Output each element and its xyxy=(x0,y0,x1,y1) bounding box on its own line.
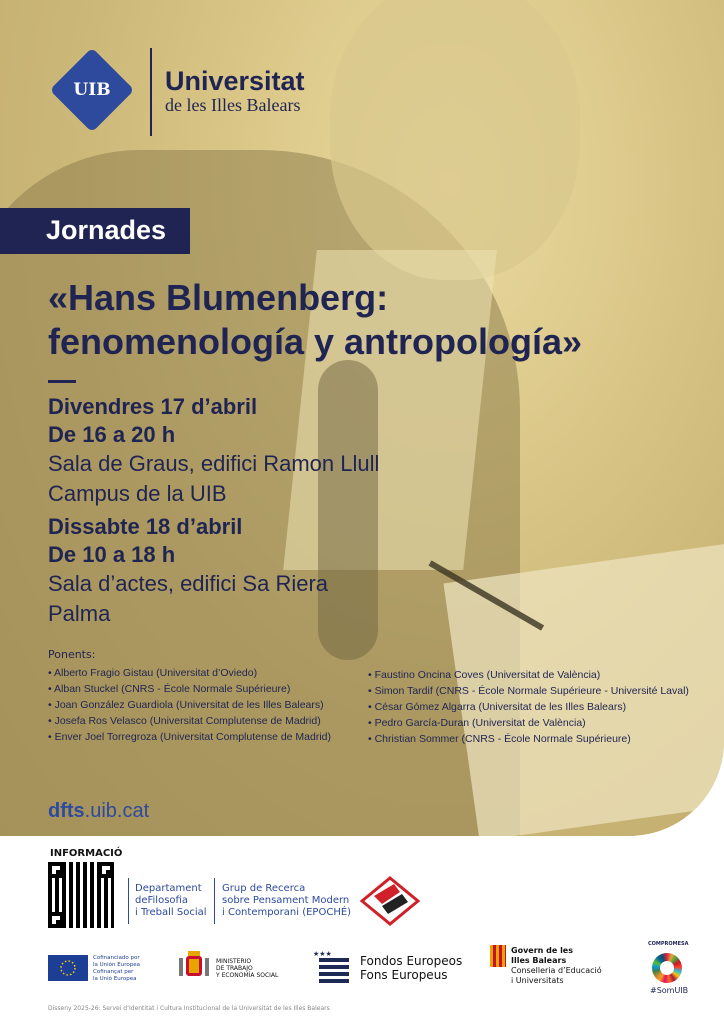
speaker-item: • Enver Joel Torregroza (Universitat Complutense de Madrid) xyxy=(48,731,332,743)
sdg-commitment-label: COMPROMESA xyxy=(648,941,689,947)
university-subtitle: de les Illes Balears xyxy=(165,95,301,115)
website-domain-bold: dfts xyxy=(48,800,85,822)
govern-shield-icon xyxy=(490,945,506,967)
speaker-item: • Faustino Oncina Coves (Universitat de València) xyxy=(368,669,601,681)
speakers-label: Ponents: xyxy=(48,648,96,661)
event-title xyxy=(48,276,582,364)
event-type-label: Jornades xyxy=(46,215,167,245)
speaker-item: • Alban Stuckel (CNRS - École Normale Supérieure) xyxy=(48,683,291,695)
session-time: De 16 a 20 h xyxy=(48,422,176,447)
event-title-line: fenomenología y antropología» xyxy=(48,321,583,362)
speaker-item: • Pedro García-Duran (Universitat de València) xyxy=(368,717,586,729)
logo-divider xyxy=(150,48,152,136)
govern-line-bold: Govern de les xyxy=(511,946,573,955)
session-location: Campus de la UIB xyxy=(48,481,227,506)
session-date: Dissabte 18 d’abril xyxy=(48,514,243,539)
ministry-line: MINISTERIO xyxy=(216,958,252,965)
speaker-item: • Alberto Fragio Gistau (Universitat d’Oviedo) xyxy=(48,667,258,679)
research-group-line: sobre Pensament Modern xyxy=(222,895,350,906)
ministry-line: Y ECONOMÍA SOCIAL xyxy=(216,972,279,979)
department-line: i Treball Social xyxy=(135,907,207,918)
university-name: Universitat xyxy=(165,66,305,96)
ministry-line: DE TRABAJO xyxy=(216,965,253,972)
department-name xyxy=(135,883,207,919)
epoche-logo-icon xyxy=(360,876,420,926)
govern-name xyxy=(511,946,602,986)
speakers-list-right xyxy=(368,667,689,747)
research-group-line: i Contemporani (EPOCHÉ) xyxy=(222,907,352,918)
website-domain-rest: .uib.cat xyxy=(84,800,150,822)
session-place: Sala de Graus, edifici Ramon Llull xyxy=(48,451,380,476)
research-group-line: Grup de Recerca xyxy=(222,883,306,894)
info-label: INFORMACIÓ xyxy=(50,848,123,859)
divider xyxy=(48,380,76,383)
website-link[interactable] xyxy=(48,800,149,823)
sdg-wheel-icon xyxy=(652,953,682,983)
fondos-line: Fons Europeus xyxy=(360,968,448,982)
eu-line: Cofinanciado por xyxy=(93,955,140,961)
eu-line: la Unión Europea xyxy=(93,962,140,968)
fondos-line: Fondos Europeos xyxy=(360,954,463,968)
ministry-name xyxy=(216,958,278,979)
footer-divider xyxy=(214,878,215,924)
department-line: deFilosofia xyxy=(135,895,188,906)
speaker-item: • César Gómez Algarra (Universitat de les Illes Balears) xyxy=(368,701,627,713)
footer-divider xyxy=(128,878,129,924)
event-type-tag xyxy=(0,208,190,254)
eu-line: la Unió Europea xyxy=(93,976,137,982)
session-place: Sala d’actes, edifici Sa Riera xyxy=(48,571,329,596)
research-group-name xyxy=(222,883,351,919)
spanish-coat-of-arms-icon xyxy=(176,948,212,982)
govern-line: Conselleria d’Educació xyxy=(511,966,602,975)
session-1 xyxy=(48,393,379,509)
fondos-europeos-icon xyxy=(313,950,353,984)
speaker-item: • Christian Sommer (CNRS - École Normale Supérieure) xyxy=(368,733,631,745)
qr-code-icon[interactable] xyxy=(48,862,114,928)
session-location: Palma xyxy=(48,601,111,626)
speaker-item: • Joan González Guardiola (Universitat de les Illes Balears) xyxy=(48,699,324,711)
session-2 xyxy=(48,513,328,629)
department-line: Departament xyxy=(135,883,202,894)
govern-line: i Universitats xyxy=(511,976,564,985)
uib-logo-mark: UIB xyxy=(73,80,111,100)
event-title-line: «Hans Blumenberg: xyxy=(48,277,389,318)
session-time: De 10 a 18 h xyxy=(48,542,176,567)
speakers-list-left xyxy=(48,665,331,745)
speaker-item: • Simon Tardif (CNRS - École Normale Supérieure - Université Laval) xyxy=(368,685,689,697)
hashtag: #SomUIB xyxy=(650,986,689,995)
fondos-europeos-text xyxy=(360,954,462,982)
svg-text:★★★: ★★★ xyxy=(313,950,332,958)
speaker-item: • Josefa Ros Velasco (Universitat Complutense de Madrid) xyxy=(48,715,321,727)
eu-line: Cofinançat per xyxy=(93,969,134,975)
session-date: Divendres 17 d’abril xyxy=(48,394,258,419)
eu-cofunding-text xyxy=(93,955,140,983)
govern-line-bold: Illes Balears xyxy=(511,956,567,965)
design-credit: Disseny 2025-26: Servei d’Identitat i Cultura Institucional de la Universitat de les Illes Balears xyxy=(48,1005,330,1012)
eu-flag-icon xyxy=(48,955,88,981)
